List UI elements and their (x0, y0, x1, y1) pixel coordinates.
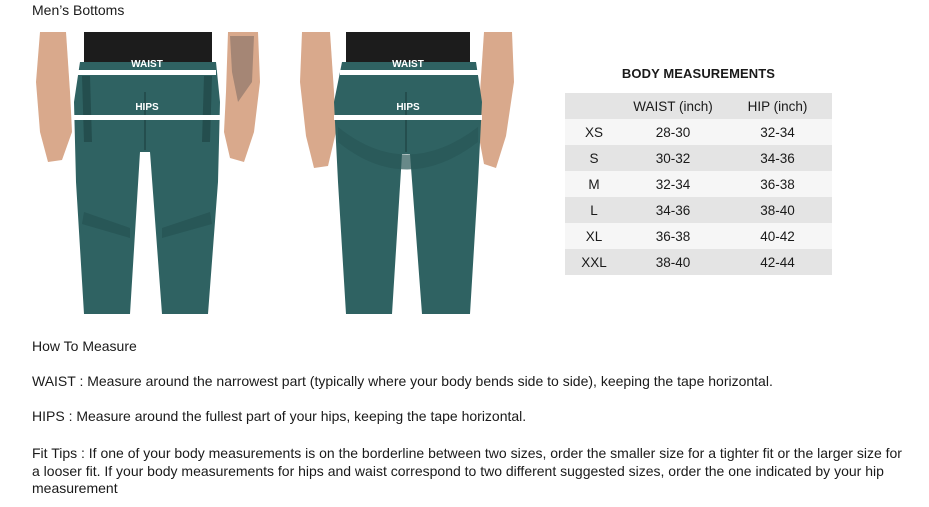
hip-cell: 40-42 (760, 228, 795, 244)
left-arm (36, 32, 72, 162)
table-row (565, 249, 832, 275)
waist-cell: 28-30 (655, 124, 691, 140)
column-header-waist: WAIST (inch) (633, 98, 713, 114)
table-row (565, 197, 832, 223)
waist-tape (78, 70, 216, 75)
body-measurements-title: BODY MEASUREMENTS (621, 66, 776, 81)
left-arm (300, 32, 336, 168)
pants (334, 62, 482, 314)
waist-instructions: WAIST : Measure around the narrowest part (typically where your body bends side to side), keeping the tape horizontal. (32, 373, 773, 389)
waist-cell: 30-32 (655, 150, 691, 166)
waist-tape (340, 70, 478, 75)
waist-cell: 34-36 (655, 202, 691, 218)
how-to-measure-heading: How To Measure (32, 338, 137, 354)
page-title: Men’s Bottoms (32, 2, 125, 18)
hip-cell: 36-38 (760, 176, 795, 192)
size-cell: S (589, 150, 599, 166)
table-row (565, 171, 832, 197)
waist-cell: 38-40 (655, 254, 691, 270)
table-header-row (565, 93, 832, 119)
waist-label: WAIST (392, 59, 424, 70)
size-cell: XL (585, 228, 603, 244)
hips-instructions: HIPS : Measure around the fullest part of your hips, keeping the tape horizontal. (32, 408, 527, 424)
waist-cell: 36-38 (655, 228, 691, 244)
back-view-figure (298, 32, 528, 314)
table-row (565, 145, 832, 171)
hip-cell: 38-40 (760, 202, 795, 218)
hip-cell: 32-34 (760, 124, 795, 140)
column-header-hip: HIP (inch) (747, 98, 808, 114)
size-cell: M (588, 176, 600, 192)
waist-label: WAIST (131, 59, 163, 70)
hip-cell: 34-36 (760, 150, 795, 166)
waist-cell: 32-34 (655, 176, 691, 192)
hips-label: HIPS (396, 102, 420, 113)
size-cell: XS (584, 124, 603, 140)
hip-cell: 42-44 (760, 254, 795, 270)
size-cell: XXL (581, 254, 607, 270)
front-view-figure (32, 32, 262, 314)
column-header-size (565, 93, 623, 119)
right-arm (478, 32, 514, 168)
hips-label: HIPS (135, 102, 159, 113)
table-row (565, 223, 832, 249)
table-row (565, 119, 832, 145)
pants (74, 62, 220, 314)
size-chart-table (565, 93, 832, 275)
size-cell: L (590, 202, 598, 218)
fit-tips: Fit Tips : If one of your body measurements is on the borderline between two sizes, order the smaller size for a tighter fit or the larger size for a looser fit. If your body measurements for hips and waist correspond to two different suggested sizes, order the one indicated by your hip measurement (32, 445, 902, 496)
hips-tape (74, 115, 222, 120)
hips-tape (334, 115, 482, 120)
